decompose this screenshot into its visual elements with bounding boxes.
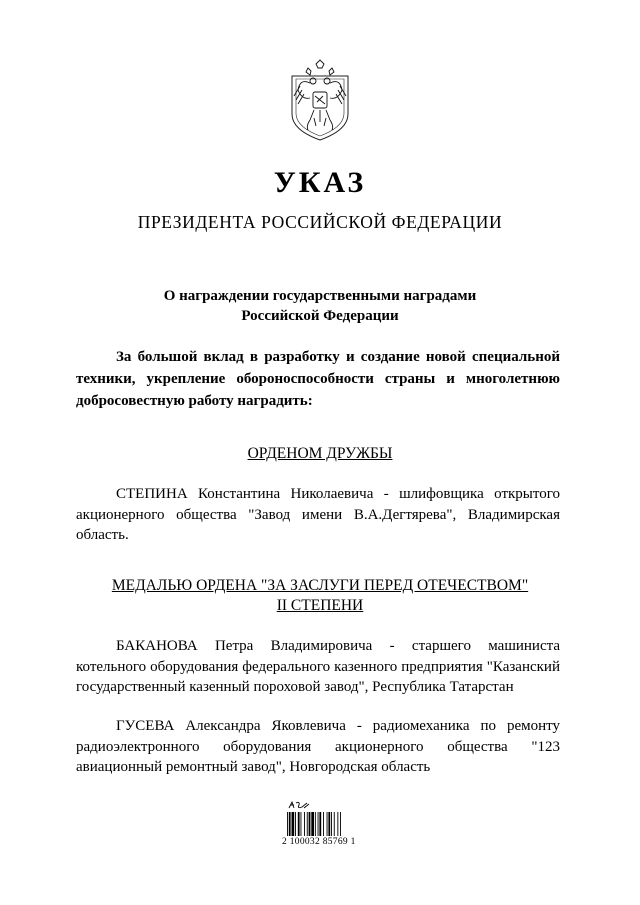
award-title-text: ОРДЕНОМ ДРУЖБЫ (247, 445, 393, 462)
decree-title: УКАЗ (273, 166, 367, 199)
barcode-icon (286, 812, 366, 836)
decree-preamble: За большой вклад в разработку и создание новой специальной техники, укрепление обороноспособности страны и многолетнюю добросовестную работу наградить: (76, 349, 560, 409)
decree-subtitle: ПРЕЗИДЕНТА РОССИЙСКОЙ ФЕДЕРАЦИИ (137, 212, 503, 232)
recipient-paragraph: СТЕПИНА Константина Николаевича - шлифовщика открытого акционерного общества "Завод имени В.А.Дегтярева", Владимирская область. (76, 486, 560, 543)
barcode-number: 2 100032 85769 1 (282, 837, 356, 847)
decree-heading (0, 286, 640, 326)
award-degree: II СТЕПЕНИ (276, 597, 364, 614)
heading-line-1: О награждении государственными наградами (163, 288, 477, 304)
award-title-text: МЕДАЛЬЮ ОРДЕНА "ЗА ЗАСЛУГИ ПЕРЕД ОТЕЧЕСТВОМ" (111, 577, 529, 594)
initials-mark-icon (287, 800, 311, 810)
heading-line-2: Российской Федерации (241, 308, 399, 324)
award-title-order-of-friendship (0, 444, 640, 464)
recipient-paragraph: БАКАНОВА Петра Владимировича - старшего машиниста котельного оборудования федерального казенного предприятия "Казанский государственный казенный пороховой завод", Республика Татарстан (76, 638, 560, 695)
coat-of-arms-icon (280, 56, 360, 142)
recipient-paragraph: ГУСЕВА Александра Яковлевича - радиомеханика по ремонту радиоэлектронного оборудования акционерного общества "123 авиационный ремонтный завод", Новгородская область (76, 718, 560, 775)
award-title-medal (0, 576, 640, 616)
